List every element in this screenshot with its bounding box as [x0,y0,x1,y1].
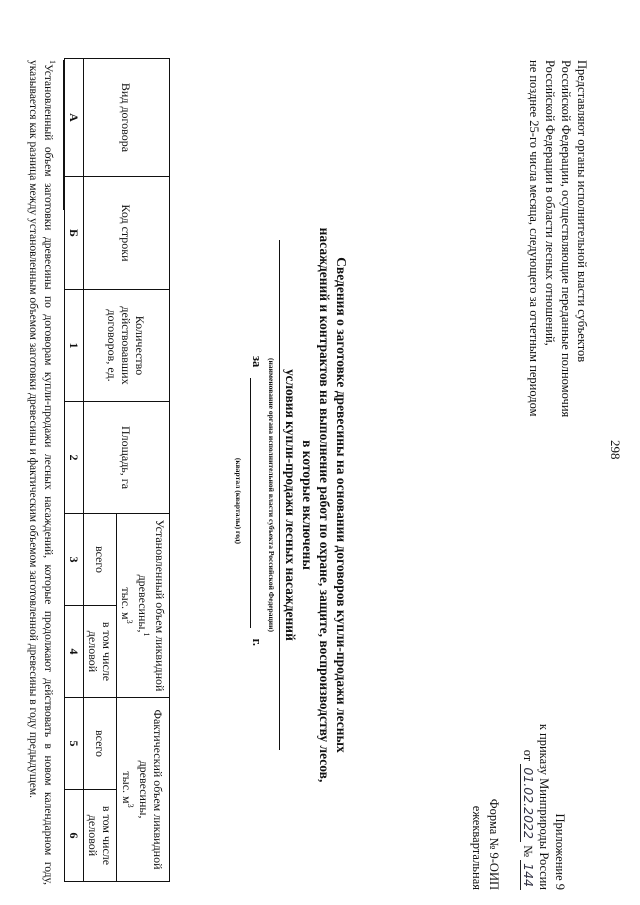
header-actual-volume [117,698,170,882]
number-sign: № [521,845,535,858]
period-prefix: за [250,356,264,368]
footnote-text: Установленный объем заготовки древесины по договорам купли-продажи лесных насаждений, которые продолжают действовать в новом календарном году, указывается как разница между установленным объемом заготовки древесины и фактическим объемом заготовленной древесины в году предыдущем. [27,60,55,885]
subheader-total: всего [84,698,117,790]
column-number: Б [65,177,84,290]
header-text: Установленный объем ликвидной древесины, [136,519,167,692]
submission-note-line: Российской Федерации в области лесных отношений, [543,60,557,346]
footnote-mark: 1 [48,60,57,64]
submission-note-line: Представляют органы исполнительной власти субъектов [575,60,589,363]
page-number: 298 [608,440,623,460]
header-text: Фактический объем ликвидной древесины, [137,709,166,870]
column-number: 5 [65,698,84,790]
title-line: Сведения о заготовке древесины на основании договоров купли-продажи лесных [334,257,349,753]
title-line: условия купли-продажи лесных насаждений [283,369,298,641]
table-header-row [117,59,170,882]
form-number: Форма № 9-ОИП [487,798,501,890]
unit-text: тыс. м [120,771,135,804]
order-date: 01.02.2022 [520,764,536,842]
column-number: 6 [65,790,84,882]
appendix-date-line [520,690,536,890]
unit-exponent: 3 [125,619,134,624]
subheader-business: в том числе деловой [84,790,117,882]
appendix-title: Приложение 9 [553,813,567,890]
header-row-code: Код строки [84,177,170,290]
subheader-business: в том числе деловой [84,606,117,698]
header-established-volume [117,514,170,698]
column-number: 4 [65,606,84,698]
column-number: 1 [65,290,84,402]
unit-exponent: 3 [126,803,136,808]
footnote [25,60,60,885]
period-blank [250,378,251,628]
submission-note-line: не позднее 25-го числа месяца, следующего за отчетным периодом [527,60,541,417]
subheader-total: всего [84,514,117,606]
column-number: 2 [65,402,84,514]
form-block [468,690,502,890]
column-number: 3 [65,514,84,606]
org-name-caption: (наименование органа исполнительной власти субъекта Российской Федерации) [267,358,276,632]
report-table [64,58,170,882]
submission-note-line: Российской Федерации, осуществляющие переданные полномочия [559,60,573,418]
column-number-row [65,59,84,882]
footnote-divider [63,60,64,210]
unit-text: тыс. м [119,587,133,620]
footnote-ref: 1 [142,632,151,637]
submission-note [526,60,590,420]
header-contracts-count: Количество действовавших договоров, ед. [84,290,170,402]
appendix-order-ref: к приказу Минприроды России [537,723,551,890]
date-prefix: от [521,749,535,762]
form-frequency: ежеквартальная [470,805,484,890]
header-area: Площадь, га [84,402,170,514]
period-suffix: г. [250,638,264,646]
org-name-field [279,240,280,750]
report-title [282,225,350,785]
title-line: насаждений и контрактов на выполнение работ по охране, защите, воспроизводству лесов, в которые включены [300,227,332,783]
appendix-block [520,690,568,890]
order-number: 144 [520,860,536,890]
period-field [247,356,267,646]
column-number: А [65,59,84,177]
header-contract-type: Вид договора [84,59,170,177]
period-caption: (квартал (кварталы) год) [234,457,243,545]
